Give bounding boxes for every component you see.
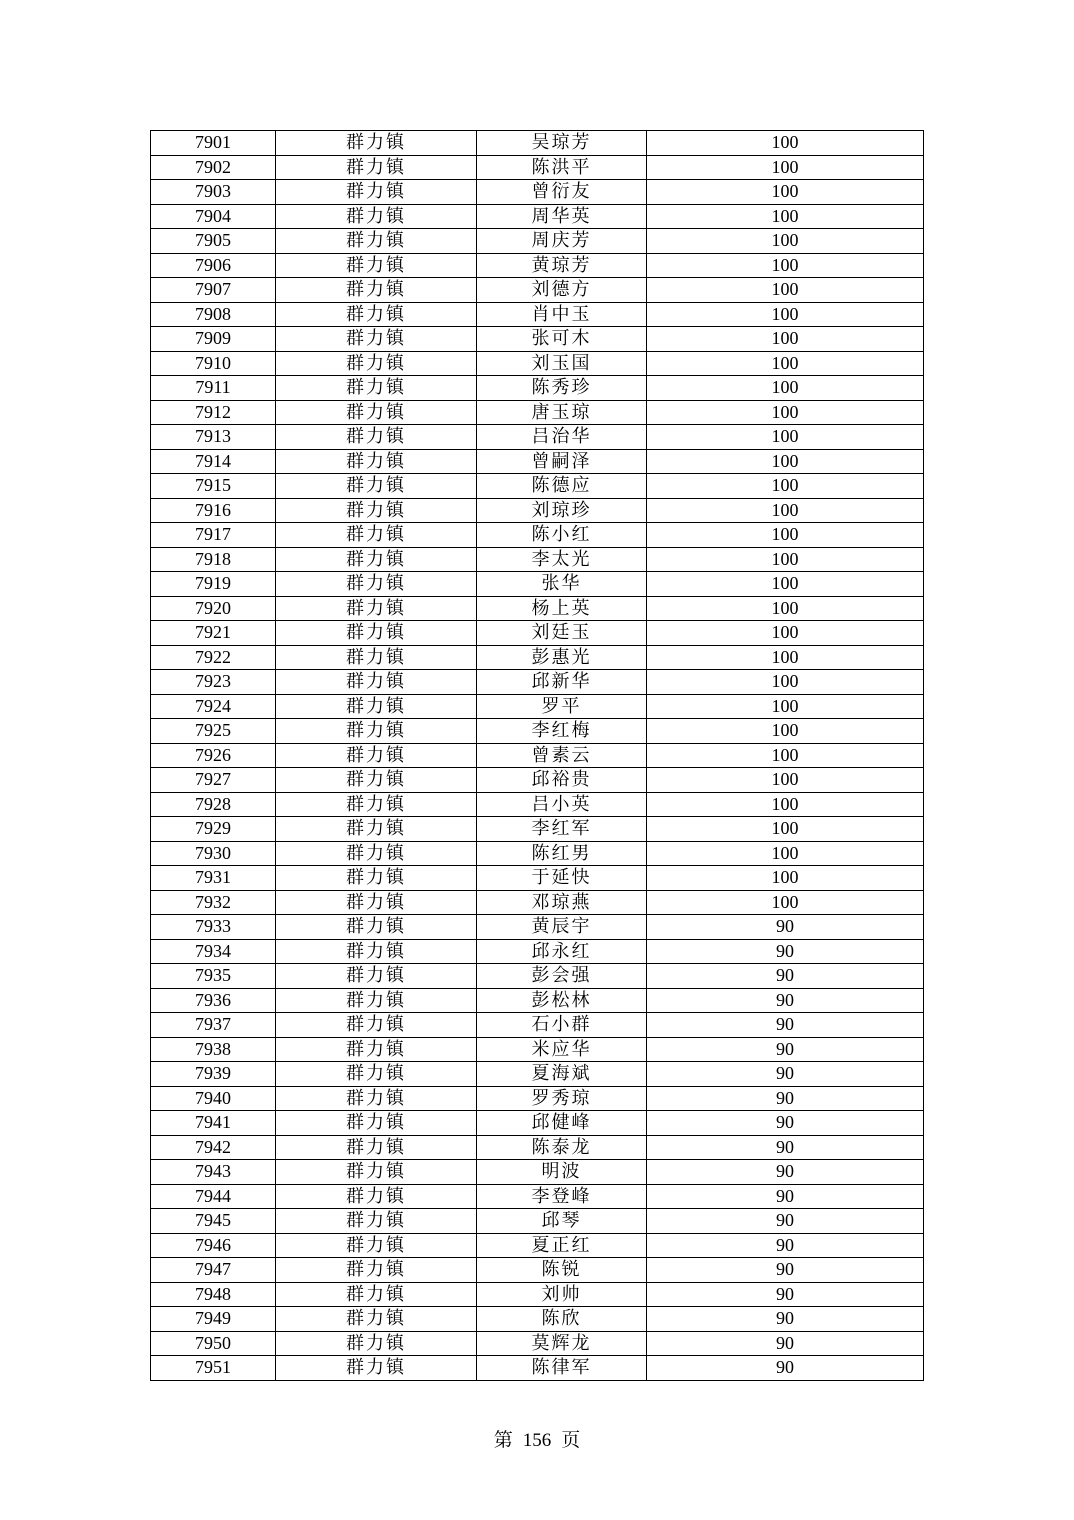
table-row — [151, 400, 924, 425]
table-row — [151, 1233, 924, 1258]
table-row — [151, 523, 924, 548]
amount-cell: 100 — [647, 180, 924, 205]
name-cell: 杨上英 — [477, 596, 647, 621]
name-cell: 邱裕贵 — [477, 768, 647, 793]
name-cell: 刘帅 — [477, 1282, 647, 1307]
town-cell: 群力镇 — [276, 278, 477, 303]
name-cell: 陈锐 — [477, 1258, 647, 1283]
name-cell: 夏正红 — [477, 1233, 647, 1258]
table-row — [151, 670, 924, 695]
amount-cell: 90 — [647, 1209, 924, 1234]
amount-cell: 100 — [647, 621, 924, 646]
table-row — [151, 645, 924, 670]
row-number-cell: 7944 — [151, 1184, 276, 1209]
amount-cell: 100 — [647, 155, 924, 180]
table-row — [151, 425, 924, 450]
amount-cell: 90 — [647, 939, 924, 964]
town-cell: 群力镇 — [276, 498, 477, 523]
row-number-cell: 7948 — [151, 1282, 276, 1307]
row-number-cell: 7915 — [151, 474, 276, 499]
table-row — [151, 278, 924, 303]
name-cell: 石小群 — [477, 1013, 647, 1038]
amount-cell: 100 — [647, 229, 924, 254]
town-cell: 群力镇 — [276, 204, 477, 229]
name-cell: 陈洪平 — [477, 155, 647, 180]
table-row — [151, 694, 924, 719]
town-cell: 群力镇 — [276, 131, 477, 156]
row-number-cell: 7919 — [151, 572, 276, 597]
row-number-cell: 7929 — [151, 817, 276, 842]
amount-cell: 100 — [647, 327, 924, 352]
row-number-cell: 7936 — [151, 988, 276, 1013]
page-label-suffix: 页 — [561, 1430, 581, 1451]
amount-cell: 100 — [647, 792, 924, 817]
table-row — [151, 1062, 924, 1087]
town-cell: 群力镇 — [276, 1184, 477, 1209]
name-cell: 陈泰龙 — [477, 1135, 647, 1160]
table-body — [151, 131, 924, 1381]
town-cell: 群力镇 — [276, 1258, 477, 1283]
amount-cell: 100 — [647, 253, 924, 278]
table-row — [151, 253, 924, 278]
town-cell: 群力镇 — [276, 621, 477, 646]
town-cell: 群力镇 — [276, 302, 477, 327]
row-number-cell: 7927 — [151, 768, 276, 793]
row-number-cell: 7903 — [151, 180, 276, 205]
row-number-cell: 7940 — [151, 1086, 276, 1111]
town-cell: 群力镇 — [276, 768, 477, 793]
town-cell: 群力镇 — [276, 1037, 477, 1062]
name-cell: 刘琼珍 — [477, 498, 647, 523]
name-cell: 唐玉琼 — [477, 400, 647, 425]
row-number-cell: 7920 — [151, 596, 276, 621]
town-cell: 群力镇 — [276, 645, 477, 670]
name-cell: 李登峰 — [477, 1184, 647, 1209]
town-cell: 群力镇 — [276, 253, 477, 278]
table-row — [151, 988, 924, 1013]
name-cell: 夏海斌 — [477, 1062, 647, 1087]
town-cell: 群力镇 — [276, 988, 477, 1013]
row-number-cell: 7946 — [151, 1233, 276, 1258]
table-row — [151, 131, 924, 156]
name-cell: 吴琼芳 — [477, 131, 647, 156]
row-number-cell: 7918 — [151, 547, 276, 572]
row-number-cell: 7931 — [151, 866, 276, 891]
amount-cell: 100 — [647, 645, 924, 670]
amount-cell: 100 — [647, 719, 924, 744]
row-number-cell: 7928 — [151, 792, 276, 817]
table-row — [151, 1307, 924, 1332]
town-cell: 群力镇 — [276, 890, 477, 915]
town-cell: 群力镇 — [276, 792, 477, 817]
table-row — [151, 841, 924, 866]
town-cell: 群力镇 — [276, 155, 477, 180]
row-number-cell: 7911 — [151, 376, 276, 401]
table-row — [151, 547, 924, 572]
row-number-cell: 7950 — [151, 1331, 276, 1356]
table-row — [151, 1160, 924, 1185]
name-cell: 张华 — [477, 572, 647, 597]
amount-cell: 100 — [647, 694, 924, 719]
amount-cell: 90 — [647, 1086, 924, 1111]
town-cell: 群力镇 — [276, 1013, 477, 1038]
town-cell: 群力镇 — [276, 327, 477, 352]
name-cell: 肖中玉 — [477, 302, 647, 327]
table-row — [151, 302, 924, 327]
table-row — [151, 498, 924, 523]
table-row — [151, 915, 924, 940]
amount-cell: 100 — [647, 204, 924, 229]
table-row — [151, 964, 924, 989]
name-cell: 曾衍友 — [477, 180, 647, 205]
amount-cell: 90 — [647, 964, 924, 989]
town-cell: 群力镇 — [276, 1356, 477, 1381]
row-number-cell: 7908 — [151, 302, 276, 327]
table-row — [151, 890, 924, 915]
table-row — [151, 596, 924, 621]
name-cell: 李太光 — [477, 547, 647, 572]
amount-cell: 100 — [647, 278, 924, 303]
name-cell: 黄琼芳 — [477, 253, 647, 278]
amount-cell: 90 — [647, 1160, 924, 1185]
amount-cell: 90 — [647, 1258, 924, 1283]
town-cell: 群力镇 — [276, 1111, 477, 1136]
name-cell: 于延快 — [477, 866, 647, 891]
row-number-cell: 7916 — [151, 498, 276, 523]
town-cell: 群力镇 — [276, 1331, 477, 1356]
town-cell: 群力镇 — [276, 670, 477, 695]
table-row — [151, 817, 924, 842]
town-cell: 群力镇 — [276, 1062, 477, 1087]
table-row — [151, 1135, 924, 1160]
row-number-cell: 7914 — [151, 449, 276, 474]
table-row — [151, 743, 924, 768]
name-cell: 邱琴 — [477, 1209, 647, 1234]
amount-cell: 90 — [647, 1356, 924, 1381]
amount-cell: 100 — [647, 376, 924, 401]
town-cell: 群力镇 — [276, 400, 477, 425]
town-cell: 群力镇 — [276, 743, 477, 768]
name-cell: 罗秀琼 — [477, 1086, 647, 1111]
amount-cell: 90 — [647, 1282, 924, 1307]
row-number-cell: 7905 — [151, 229, 276, 254]
town-cell: 群力镇 — [276, 474, 477, 499]
table-row — [151, 621, 924, 646]
amount-cell: 90 — [647, 1135, 924, 1160]
row-number-cell: 7912 — [151, 400, 276, 425]
name-cell: 陈欣 — [477, 1307, 647, 1332]
town-cell: 群力镇 — [276, 180, 477, 205]
town-cell: 群力镇 — [276, 376, 477, 401]
town-cell: 群力镇 — [276, 449, 477, 474]
row-number-cell: 7910 — [151, 351, 276, 376]
name-cell: 米应华 — [477, 1037, 647, 1062]
row-number-cell: 7907 — [151, 278, 276, 303]
name-cell: 吕治华 — [477, 425, 647, 450]
name-cell: 明波 — [477, 1160, 647, 1185]
row-number-cell: 7904 — [151, 204, 276, 229]
amount-cell: 90 — [647, 1331, 924, 1356]
town-cell: 群力镇 — [276, 229, 477, 254]
name-cell: 刘德方 — [477, 278, 647, 303]
town-cell: 群力镇 — [276, 915, 477, 940]
town-cell: 群力镇 — [276, 572, 477, 597]
town-cell: 群力镇 — [276, 866, 477, 891]
table-row — [151, 1013, 924, 1038]
table-row — [151, 327, 924, 352]
amount-cell: 100 — [647, 547, 924, 572]
amount-cell: 100 — [647, 768, 924, 793]
town-cell: 群力镇 — [276, 547, 477, 572]
row-number-cell: 7924 — [151, 694, 276, 719]
table-row — [151, 1184, 924, 1209]
table-row — [151, 1209, 924, 1234]
name-cell: 周庆芳 — [477, 229, 647, 254]
table-row — [151, 572, 924, 597]
amount-cell: 100 — [647, 498, 924, 523]
amount-cell: 100 — [647, 866, 924, 891]
row-number-cell: 7917 — [151, 523, 276, 548]
amount-cell: 90 — [647, 988, 924, 1013]
row-number-cell: 7926 — [151, 743, 276, 768]
amount-cell: 100 — [647, 302, 924, 327]
table-row — [151, 474, 924, 499]
town-cell: 群力镇 — [276, 1282, 477, 1307]
row-number-cell: 7925 — [151, 719, 276, 744]
amount-cell: 90 — [647, 1233, 924, 1258]
table-row — [151, 1086, 924, 1111]
row-number-cell: 7943 — [151, 1160, 276, 1185]
town-cell: 群力镇 — [276, 1135, 477, 1160]
town-cell: 群力镇 — [276, 425, 477, 450]
table-row — [151, 719, 924, 744]
table-row — [151, 792, 924, 817]
town-cell: 群力镇 — [276, 939, 477, 964]
row-number-cell: 7901 — [151, 131, 276, 156]
name-cell: 周华英 — [477, 204, 647, 229]
name-cell: 李红梅 — [477, 719, 647, 744]
amount-cell: 90 — [647, 915, 924, 940]
name-cell: 曾嗣泽 — [477, 449, 647, 474]
row-number-cell: 7933 — [151, 915, 276, 940]
town-cell: 群力镇 — [276, 964, 477, 989]
amount-cell: 100 — [647, 596, 924, 621]
row-number-cell: 7949 — [151, 1307, 276, 1332]
amount-cell: 90 — [647, 1111, 924, 1136]
row-number-cell: 7937 — [151, 1013, 276, 1038]
town-cell: 群力镇 — [276, 351, 477, 376]
name-cell: 彭会强 — [477, 964, 647, 989]
page-label-prefix: 第 — [493, 1430, 513, 1451]
table-row — [151, 229, 924, 254]
name-cell: 刘廷玉 — [477, 621, 647, 646]
row-number-cell: 7913 — [151, 425, 276, 450]
table-row — [151, 1111, 924, 1136]
amount-cell: 100 — [647, 817, 924, 842]
town-cell: 群力镇 — [276, 523, 477, 548]
name-cell: 吕小英 — [477, 792, 647, 817]
name-cell: 邱新华 — [477, 670, 647, 695]
amount-cell: 100 — [647, 400, 924, 425]
row-number-cell: 7930 — [151, 841, 276, 866]
amount-cell: 100 — [647, 572, 924, 597]
row-number-cell: 7939 — [151, 1062, 276, 1087]
row-number-cell: 7947 — [151, 1258, 276, 1283]
name-cell: 陈红男 — [477, 841, 647, 866]
town-cell: 群力镇 — [276, 694, 477, 719]
table-row — [151, 180, 924, 205]
amount-cell: 90 — [647, 1062, 924, 1087]
table-row — [151, 449, 924, 474]
table-row — [151, 939, 924, 964]
row-number-cell: 7941 — [151, 1111, 276, 1136]
table-row — [151, 155, 924, 180]
name-cell: 邱健峰 — [477, 1111, 647, 1136]
table-row — [151, 1037, 924, 1062]
row-number-cell: 7932 — [151, 890, 276, 915]
town-cell: 群力镇 — [276, 817, 477, 842]
row-number-cell: 7951 — [151, 1356, 276, 1381]
amount-cell: 90 — [647, 1013, 924, 1038]
town-cell: 群力镇 — [276, 841, 477, 866]
amount-cell: 100 — [647, 131, 924, 156]
town-cell: 群力镇 — [276, 1307, 477, 1332]
town-cell: 群力镇 — [276, 596, 477, 621]
name-cell: 黄辰宇 — [477, 915, 647, 940]
amount-cell: 100 — [647, 474, 924, 499]
row-number-cell: 7942 — [151, 1135, 276, 1160]
amount-cell: 100 — [647, 670, 924, 695]
row-number-cell: 7935 — [151, 964, 276, 989]
table-row — [151, 768, 924, 793]
table-row — [151, 376, 924, 401]
table-row — [151, 351, 924, 376]
name-cell: 彭松林 — [477, 988, 647, 1013]
name-cell: 陈小红 — [477, 523, 647, 548]
name-cell: 邓琼燕 — [477, 890, 647, 915]
amount-cell: 100 — [647, 449, 924, 474]
name-cell: 张可木 — [477, 327, 647, 352]
amount-cell: 90 — [647, 1037, 924, 1062]
row-number-cell: 7923 — [151, 670, 276, 695]
row-number-cell: 7934 — [151, 939, 276, 964]
table-row — [151, 1331, 924, 1356]
name-cell: 邱永红 — [477, 939, 647, 964]
row-number-cell: 7921 — [151, 621, 276, 646]
name-cell: 陈秀珍 — [477, 376, 647, 401]
name-cell: 彭惠光 — [477, 645, 647, 670]
amount-cell: 100 — [647, 841, 924, 866]
amount-cell: 90 — [647, 1307, 924, 1332]
town-cell: 群力镇 — [276, 1086, 477, 1111]
name-cell: 曾素云 — [477, 743, 647, 768]
row-number-cell: 7945 — [151, 1209, 276, 1234]
town-cell: 群力镇 — [276, 1160, 477, 1185]
table-row — [151, 1282, 924, 1307]
town-cell: 群力镇 — [276, 1209, 477, 1234]
amount-cell: 100 — [647, 890, 924, 915]
name-cell: 陈律军 — [477, 1356, 647, 1381]
amount-cell: 100 — [647, 743, 924, 768]
page-footer — [0, 1428, 1074, 1454]
name-cell: 莫辉龙 — [477, 1331, 647, 1356]
table-row — [151, 204, 924, 229]
name-cell: 陈德应 — [477, 474, 647, 499]
row-number-cell: 7909 — [151, 327, 276, 352]
data-table — [150, 130, 924, 1381]
amount-cell: 100 — [647, 425, 924, 450]
row-number-cell: 7902 — [151, 155, 276, 180]
row-number-cell: 7922 — [151, 645, 276, 670]
table-row — [151, 866, 924, 891]
name-cell: 刘玉国 — [477, 351, 647, 376]
row-number-cell: 7938 — [151, 1037, 276, 1062]
town-cell: 群力镇 — [276, 719, 477, 744]
row-number-cell: 7906 — [151, 253, 276, 278]
town-cell: 群力镇 — [276, 1233, 477, 1258]
amount-cell: 100 — [647, 523, 924, 548]
table-row — [151, 1356, 924, 1381]
amount-cell: 100 — [647, 351, 924, 376]
table-row — [151, 1258, 924, 1283]
name-cell: 罗平 — [477, 694, 647, 719]
name-cell: 李红军 — [477, 817, 647, 842]
amount-cell: 90 — [647, 1184, 924, 1209]
page-number: 156 — [522, 1430, 552, 1451]
